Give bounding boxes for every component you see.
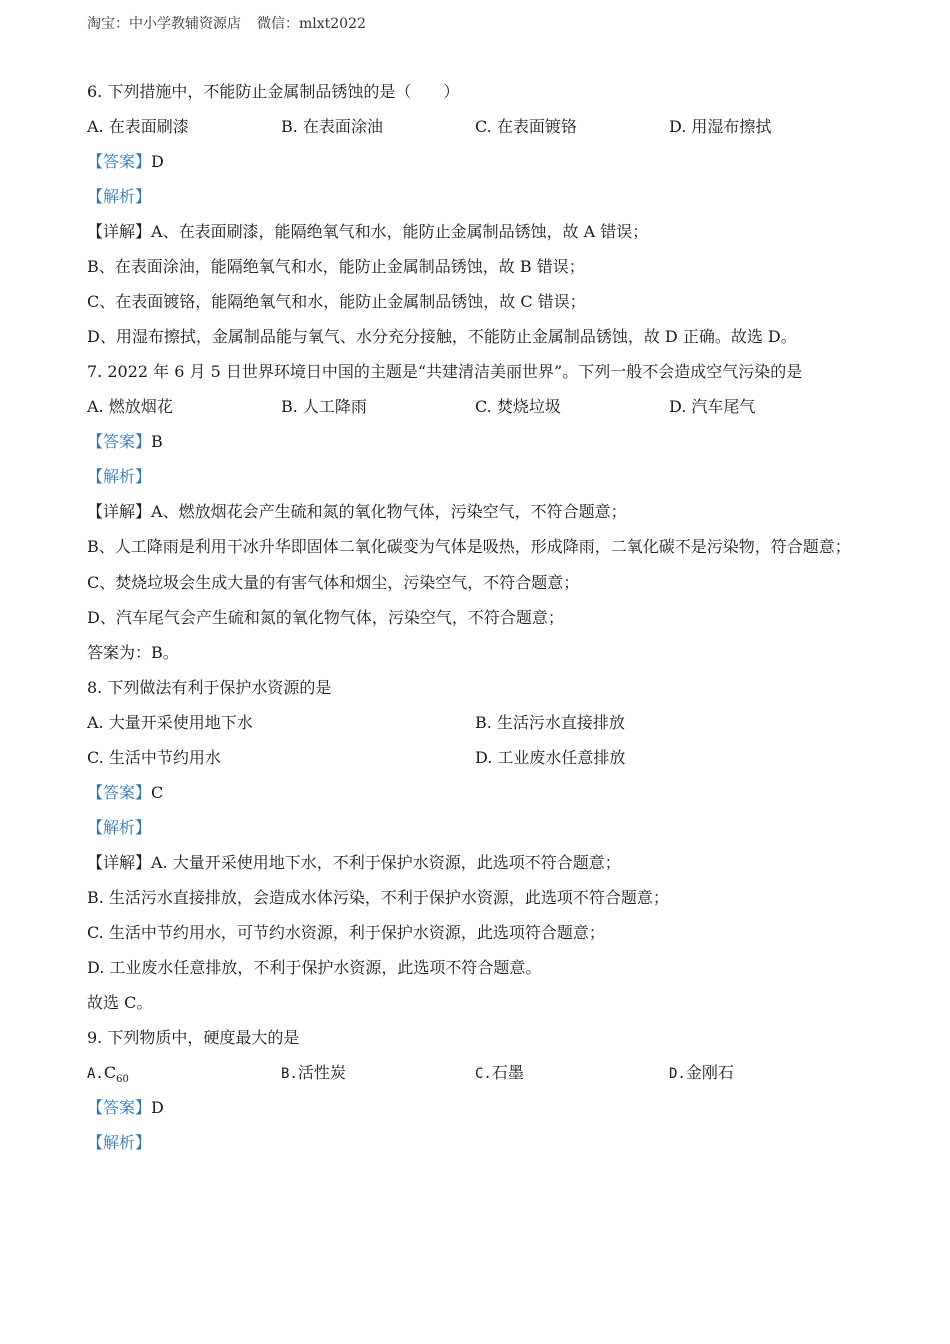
option-label: D.	[669, 1066, 686, 1082]
question-7-stem: 7. 2022 年 6 月 5 日世界环境日中国的主题是“共建清洁美丽世界”。下列一般不会造成空气污染的是	[87, 362, 803, 381]
question-6-detail-b: B、在表面涂油，能隔绝氧气和水，能防止金属制品锈蚀，故 B 错误；	[87, 257, 585, 276]
option-label: B.	[281, 1066, 298, 1082]
question-6-options	[87, 109, 863, 144]
question-7-conclusion: 答案为：B。	[87, 643, 179, 662]
question-8-answer	[87, 775, 863, 810]
answer-value: B	[151, 432, 163, 451]
question-7-detail-c: C、焚烧垃圾会生成大量的有害气体和烟尘，污染空气，不符合题意；	[87, 573, 580, 592]
question-8-options-row2	[87, 740, 863, 775]
answer-tag: 【答案】	[87, 152, 152, 171]
option-text: C	[103, 1063, 117, 1082]
detail-text: A. 大量开采使用地下水，不利于保护水资源，此选项不符合题意；	[151, 853, 621, 872]
document-body	[87, 74, 863, 1160]
question-9-answer	[87, 1090, 863, 1125]
question-6-answer	[87, 144, 863, 179]
shop-name: 淘宝：中小学教辅资源店	[87, 16, 241, 32]
option-b: B. 在表面涂油	[281, 117, 383, 136]
option-c	[475, 1055, 669, 1090]
question-7-detail-a	[87, 494, 863, 529]
question-6-detail-c: C、在表面镀铬，能隔绝氧气和水，能防止金属制品锈蚀，故 C 错误；	[87, 292, 586, 311]
option-b	[281, 1055, 475, 1090]
option-label: C.	[475, 1066, 492, 1082]
question-7-answer	[87, 424, 863, 459]
question-8-detail-d: D. 工业废水任意排放，不利于保护水资源，此选项不符合题意。	[87, 958, 542, 977]
answer-tag: 【答案】	[87, 783, 152, 802]
answer-tag: 【答案】	[87, 1098, 152, 1117]
question-7-detail-d: D、汽车尾气会产生硫和氮的氧化物气体，污染空气，不符合题意；	[87, 608, 564, 627]
answer-value: D	[151, 152, 164, 171]
analysis-tag: 【解析】	[87, 818, 152, 837]
answer-value: C	[151, 783, 164, 802]
option-a: A. 燃放烟花	[87, 397, 173, 416]
question-8-options-row1	[87, 705, 863, 740]
option-a: A. 大量开采使用地下水	[87, 713, 253, 732]
wechat-id: 微信：mlxt2022	[257, 16, 366, 32]
question-8-detail-c: C. 生活中节约用水，可节约水资源，利于保护水资源，此选项符合题意；	[87, 923, 605, 942]
option-text: 活性炭	[297, 1063, 346, 1082]
question-6-detail-a	[87, 214, 863, 249]
analysis-tag: 【解析】	[87, 187, 152, 206]
option-text: 金刚石	[685, 1063, 734, 1082]
option-b: B. 人工降雨	[281, 397, 367, 416]
question-8-detail-b: B. 生活污水直接排放，会造成水体污染，不利于保护水资源，此选项不符合题意；	[87, 888, 669, 907]
option-a	[87, 1055, 281, 1090]
detail-tag: 【详解】	[87, 502, 152, 521]
answer-value: D	[151, 1098, 164, 1117]
answer-tag: 【答案】	[87, 432, 152, 451]
question-7-detail-b: B、人工降雨是利用干冰升华即固体二氧化碳变为气体是吸热，形成降雨，二氧化碳不是污染物，符合题意；	[87, 537, 851, 556]
detail-tag: 【详解】	[87, 222, 152, 241]
option-subscript: 60	[116, 1074, 129, 1086]
detail-text: A、在表面刷漆，能隔绝氧气和水，能防止金属制品锈蚀，故 A 错误；	[151, 222, 649, 241]
question-7-analysis	[87, 459, 863, 494]
option-d: D. 汽车尾气	[669, 397, 756, 416]
option-b: B. 生活污水直接排放	[475, 713, 625, 732]
question-6-analysis	[87, 179, 863, 214]
question-9-options	[87, 1055, 863, 1090]
option-d: D. 工业废水任意排放	[475, 748, 626, 767]
question-9-analysis	[87, 1125, 863, 1160]
detail-tag: 【详解】	[87, 853, 152, 872]
question-6-detail-d: D、用湿布擦拭，金属制品能与氧气、水分充分接触，不能防止金属制品锈蚀，故 D 正确。故选 D。	[87, 327, 797, 346]
analysis-tag: 【解析】	[87, 1133, 152, 1152]
question-8-conclusion: 故选 C。	[87, 993, 153, 1012]
option-a: A. 在表面刷漆	[87, 117, 189, 136]
question-6-stem: 6. 下列措施中，不能防止金属制品锈蚀的是（ ）	[87, 82, 460, 101]
option-c: C. 焚烧垃圾	[475, 397, 561, 416]
option-text: 石墨	[491, 1063, 524, 1082]
question-8-analysis	[87, 810, 863, 845]
question-9-stem: 9. 下列物质中，硬度最大的是	[87, 1028, 300, 1047]
detail-text: A、燃放烟花会产生硫和氮的氧化物气体，污染空气，不符合题意；	[151, 502, 627, 521]
question-8-detail-a	[87, 845, 863, 880]
question-8-stem: 8. 下列做法有利于保护水资源的是	[87, 678, 332, 697]
question-7-options	[87, 389, 863, 424]
option-c: C. 在表面镀铬	[475, 117, 577, 136]
option-c: C. 生活中节约用水	[87, 748, 221, 767]
option-label: A.	[87, 1066, 104, 1082]
analysis-tag: 【解析】	[87, 467, 152, 486]
option-d	[669, 1055, 863, 1090]
option-d: D. 用湿布擦拭	[669, 117, 772, 136]
page-header	[87, 13, 366, 33]
